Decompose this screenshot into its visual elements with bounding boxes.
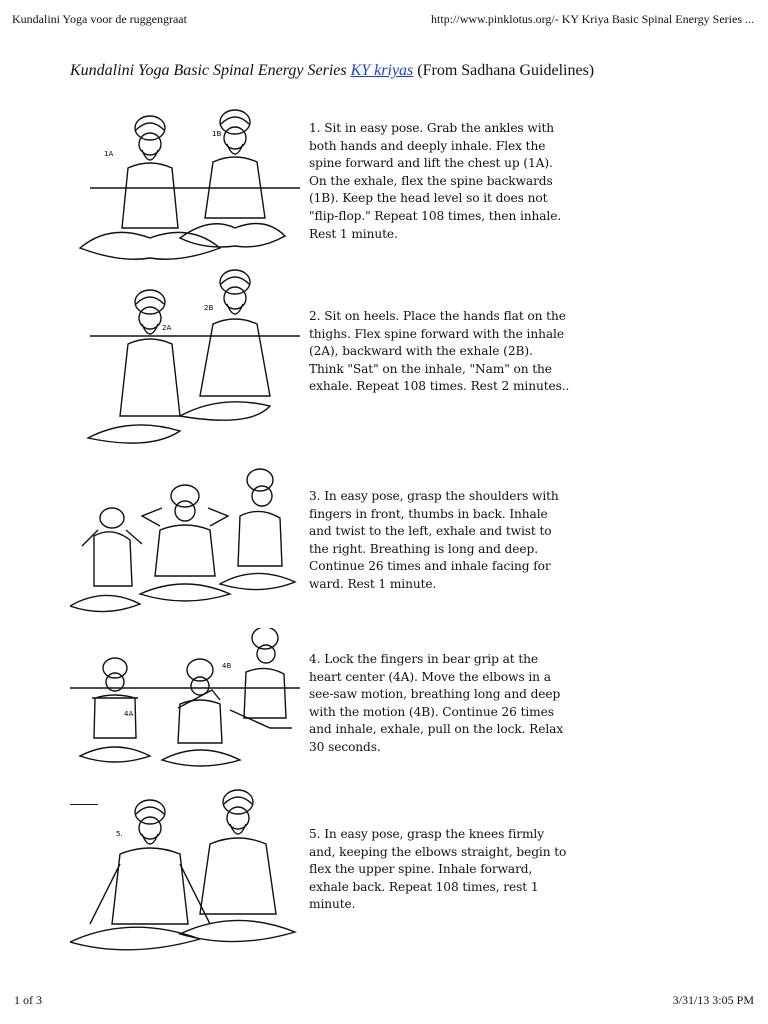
title-prefix: Kundalini Yoga Basic Spinal Energy Series [70, 62, 347, 79]
page-header-title: Kundalini Yoga voor de ruggengraat [12, 12, 187, 26]
step-1-text: 1. Sit in easy pose. Grab the ankles with both hands and deeply inhale. Flex the spine forward and lift the chest up (1A). On the exhale, flex the spine backwards (1B). Keep the head level so it does not "flip-flop." Repeat 108 times, then inhale. Rest 1 minute. [309, 121, 562, 241]
bear-grip-illustration [70, 628, 300, 778]
ky-kriyas-link[interactable]: KY kriyas [350, 62, 414, 79]
shoulder-twist-illustration [70, 466, 300, 626]
document-title [70, 62, 594, 80]
figure-label: 5. [116, 830, 123, 838]
step-3-text: 3. In easy pose, grasp the shoulders with fingers in front, thumbs in back. Inhale and twist to the left, exhale and twist to the right. Breathing is long and deep. Continue 26 times and inhale facing for ward. Rest 1 minute. [309, 489, 559, 591]
figure-step-3 [70, 466, 300, 626]
page-number: 1 of 3 [14, 993, 42, 1007]
knee-grasp-illustration [70, 784, 300, 959]
figure-label: 4A [124, 710, 134, 718]
figure-label: 1B [212, 130, 222, 138]
print-timestamp: 3/31/13 3:05 PM [672, 993, 754, 1007]
title-suffix: (From Sadhana Guidelines) [417, 62, 595, 79]
figure-step-2 [70, 266, 300, 456]
step-2-text: 2. Sit on heels. Place the hands flat on the thighs. Flex spine forward with the inhale (2A), backward with the exhale (2B). Think "Sat" on the inhale, "Nam" on the exhale. Repeat 108 times. Rest 2 minutes.. [309, 309, 570, 394]
sit-on-heels-illustration [70, 266, 300, 456]
figure-label: 2B [204, 304, 214, 312]
figure-label: 1A [104, 150, 114, 158]
figure-step-5 [70, 784, 300, 959]
step-4-text: 4. Lock the fingers in bear grip at the heart center (4A). Move the elbows in a see-saw motion, breathing long and deep with the motion (4B). Continue 26 times and inhale, exhale, pull on the lock. Relax 30 seconds. [309, 652, 564, 754]
figure-step-4 [70, 628, 300, 778]
figure-label: 4B [222, 662, 232, 670]
easy-pose-illustration [70, 108, 300, 268]
step-5-text: 5. In easy pose, grasp the knees firmly and, keeping the elbows straight, begin to flex the upper spine. Inhale forward, exhale back. Repeat 108 times, rest 1 minute. [309, 827, 567, 912]
figure-label: 2A [162, 324, 172, 332]
figure-step-1 [70, 108, 300, 268]
page-header-url: http://www.pinklotus.org/- KY Kriya Basic Spinal Energy Series ... [431, 12, 754, 26]
